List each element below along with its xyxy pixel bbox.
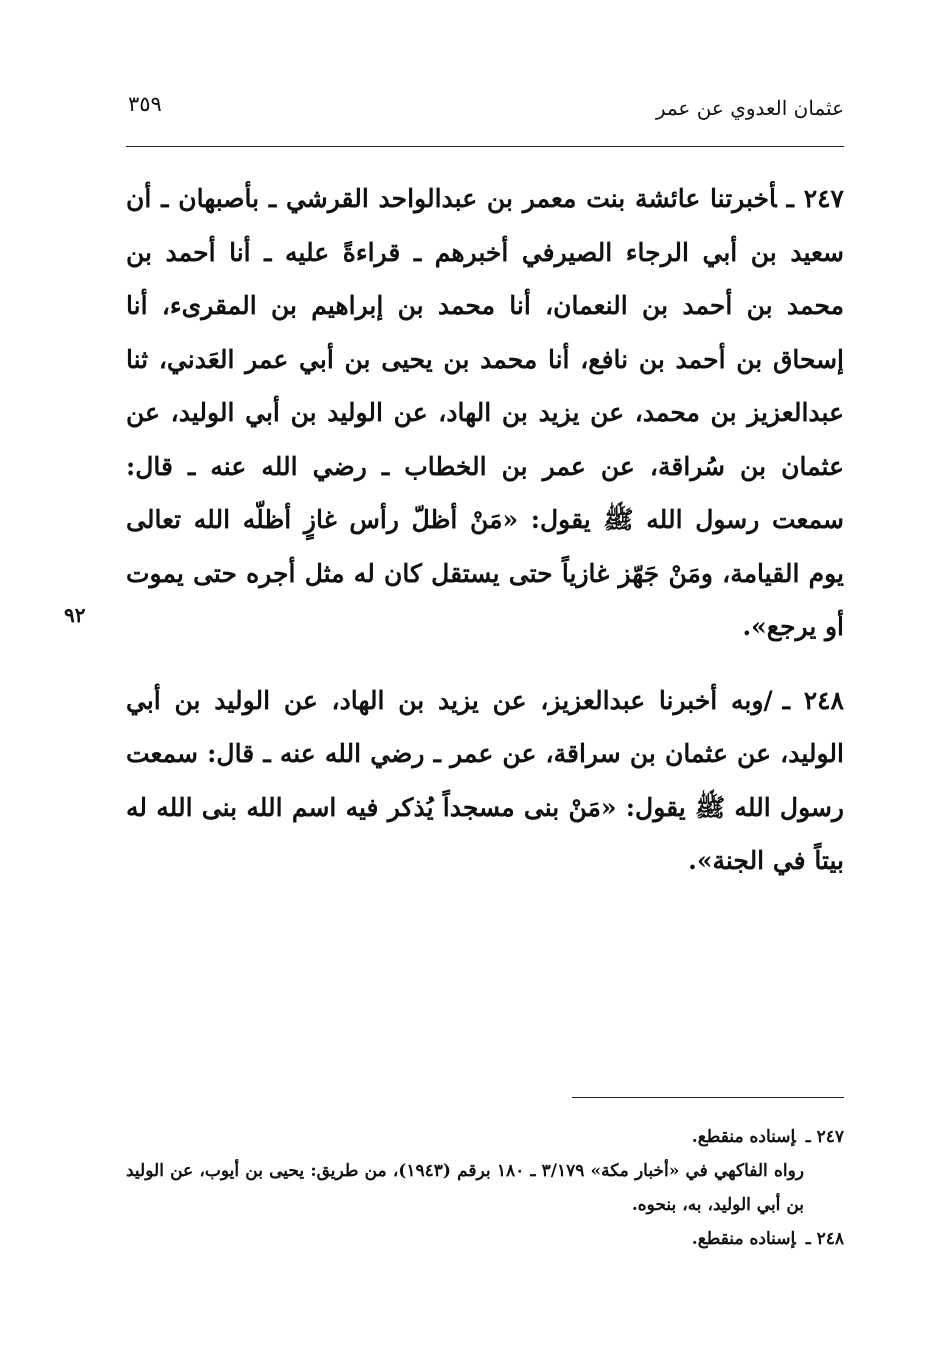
footnote-number: ٢٤٨ ـ	[805, 1229, 844, 1249]
footnote-number: ٢٤٧ ـ	[805, 1127, 844, 1147]
main-text	[126, 172, 844, 888]
hadith-number: ٢٤٨ ـ	[782, 685, 844, 715]
hadith-text: /وبه أخبرنا عبدالعزيز، عن يزيد بن الهاد، عن الوليد بن أبي الوليد، عن عثمان بن سراقة، عن عمر ـ رضي الله عنه ـ قال: سمعت رسول الله ﷺ يقول: «مَنْ بنى مسجداً يُذكر فيه اسم الله بنى الله له بيتاً في الجنة».	[126, 685, 845, 875]
footnote-247	[126, 1120, 844, 1154]
running-title: عثمان العدوي عن عمر	[655, 96, 844, 120]
footnote-248	[126, 1222, 844, 1256]
header-rule	[126, 146, 844, 147]
page-number: ٣٥٩	[128, 92, 162, 116]
footnotes	[126, 1120, 844, 1256]
hadith-247	[126, 172, 844, 654]
footnote-247-detail: رواه الفاكهي في «أخبار مكة» ٣/١٧٩ ـ ١٨٠ برقم (١٩٤٣)، من طريق: يحيى بن أيوب، عن الوليد بن أبي الوليد، به، بنحوه.	[126, 1161, 805, 1215]
footnote-text: إسناده منقطع.	[691, 1229, 796, 1249]
margin-reference: ٩٢	[64, 603, 86, 627]
hadith-248	[126, 674, 844, 888]
hadith-number: ٢٤٧ ـ	[786, 184, 844, 213]
footnote-text: إسناده منقطع.	[691, 1127, 796, 1147]
footnote-rule	[572, 1097, 844, 1098]
hadith-text: أخبرتنا عائشة بنت معمر بن عبدالواحد القرشي ـ بأصبهان ـ أن سعيد بن أبي الرجاء الصيرفي أخبرهم ـ قراءةً عليه ـ أنا أحمد بن محمد بن أحمد بن النعمان، أنا محمد بن إبراهيم بن المقرىء، أنا إسحاق بن أحمد بن نافع، أنا محمد بن يحيى بن أبي عمر العَدني، ثنا عبدالعزيز بن محمد، عن يزيد بن الهاد، عن الوليد بن أبي الوليد، عن عثمان بن سُراقة، عن عمر بن الخطاب ـ رضي الله عنه ـ قال: سمعت رسول الله ﷺ يقول: «مَنْ أظلّ رأس غازٍ أظلّه الله تعالى يوم القيامة، ومَنْ جَهّز غازياً حتى يستقل كان له مثل أجره حتى يموت أو يرجع».	[126, 184, 844, 641]
